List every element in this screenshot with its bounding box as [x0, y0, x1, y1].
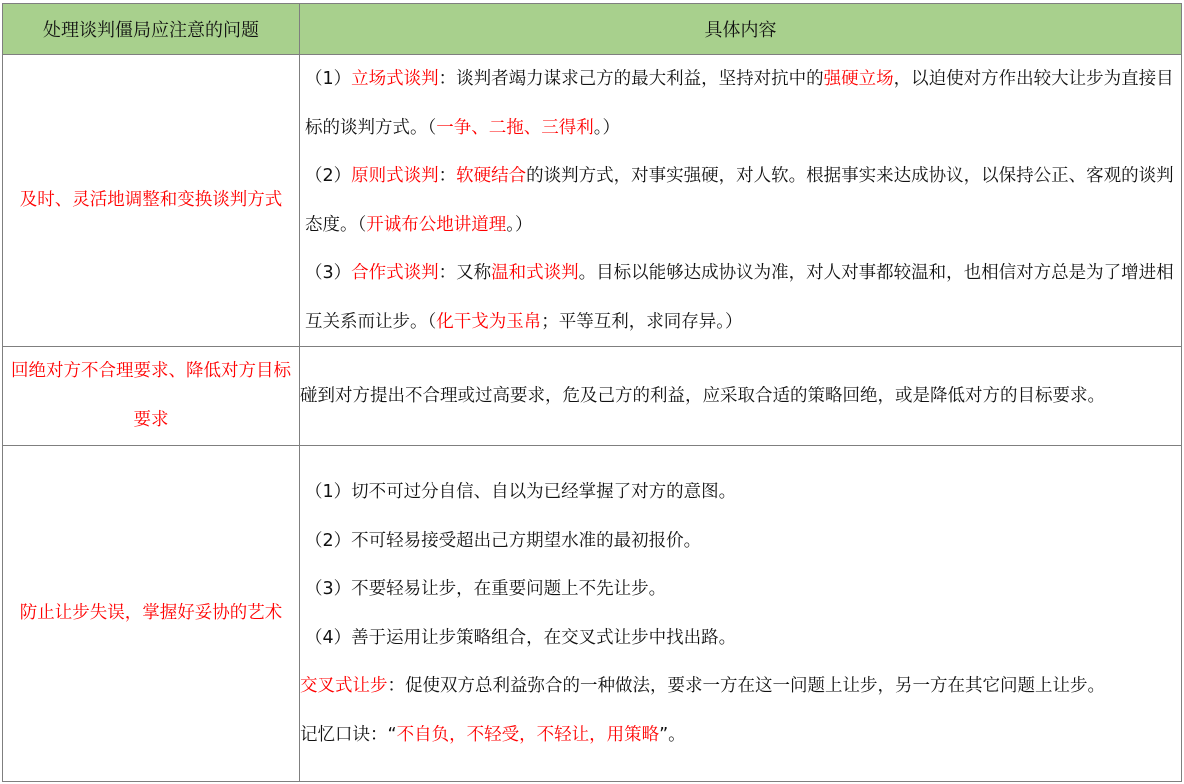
text-fragment: ：	[438, 166, 457, 186]
header-row	[3, 4, 1182, 55]
list-item: （2）不可轻易接受超出己方期望水准的最初报价。	[305, 530, 702, 551]
mnemonic-label: 记忆口诀：“	[300, 724, 397, 745]
mnemonic-text: 不自负，不轻受，不轻让，用策略	[396, 724, 660, 745]
item-number: （2）	[305, 166, 352, 186]
paragraph-principled	[300, 152, 1181, 249]
text-fragment: ：谈判者竭力谋求己方的最大利益，坚持对抗中的	[438, 69, 824, 89]
header-issue: 处理谈判僵局应注意的问题	[3, 4, 300, 55]
content-cell	[300, 55, 1182, 347]
text-fragment: ：又称	[438, 263, 492, 283]
content-cell: 碰到对方提出不合理或过高要求，危及己方的利益，应采取合适的策略回绝，或是降低对方的目标要求。	[300, 347, 1182, 446]
paragraph-cooperative	[300, 249, 1181, 346]
content-cell	[300, 446, 1182, 782]
list-item: （1）切不可过分自信、自以为已经掌握了对方的意图。	[305, 482, 737, 502]
mnemonic-cooperative: 化干戈为玉帛	[436, 311, 542, 332]
mnemonic-end: ”。	[659, 724, 686, 745]
highlight-soft-hard: 软硬结合	[456, 166, 527, 186]
table-row	[3, 55, 1182, 347]
table-row	[3, 347, 1182, 446]
highlight-hard-stance: 强硬立场	[823, 69, 894, 89]
list-item: （4）善于运用让步策略组合，在交叉式让步中找出路。	[305, 627, 737, 648]
term-positional: 立场式谈判	[351, 69, 439, 89]
item-number: （1）	[305, 69, 352, 89]
text-fragment: 。）	[593, 117, 620, 138]
text-fragment: ；平等互利，求同存异。）	[541, 311, 743, 332]
list-item: （3）不要轻易让步，在重要问题上不先让步。	[305, 579, 667, 599]
text-fragment: 。目标以能够达成协议为准，对人对事都较温和，也相信对方总是为了增进相互关系而让步。（	[305, 263, 1174, 332]
text-fragment: ：促使双方总利益弥合的一种做法，要求一方在这一问题上让步，另一方在其它问题上让步。	[387, 676, 1105, 696]
table-row	[3, 446, 1182, 782]
term-crossover: 交叉式让步	[300, 676, 388, 696]
negotiation-deadlock-table	[2, 3, 1182, 782]
text-fragment: ，以迫使对方作出较大让步为直接目标的谈判方式。（	[305, 69, 1174, 138]
highlight-mild: 温和式谈判	[491, 263, 579, 283]
term-cooperative: 合作式谈判	[351, 263, 439, 283]
text-fragment: 。）	[506, 214, 533, 235]
text-fragment: 的谈判方式，对事实强硬，对人软。根据事实来达成协议，以保持公正、客观的谈判态度。（	[305, 166, 1174, 235]
issue-cell: 及时、灵活地调整和变换谈判方式	[3, 55, 300, 347]
header-content: 具体内容	[300, 4, 1182, 55]
mnemonic-positional: 一争、二拖、三得利	[436, 117, 594, 138]
definition-crossover	[300, 662, 1181, 711]
issue-cell: 防止让步失误，掌握好妥协的艺术	[3, 446, 300, 782]
item-number: （3）	[305, 263, 352, 283]
paragraph-positional	[300, 55, 1181, 152]
issue-cell: 回绝对方不合理要求、降低对方目标要求	[3, 347, 300, 446]
mnemonic-line	[300, 711, 1181, 760]
term-principled: 原则式谈判	[351, 166, 439, 186]
mnemonic-principled: 开诚布公地讲道理	[366, 214, 507, 235]
